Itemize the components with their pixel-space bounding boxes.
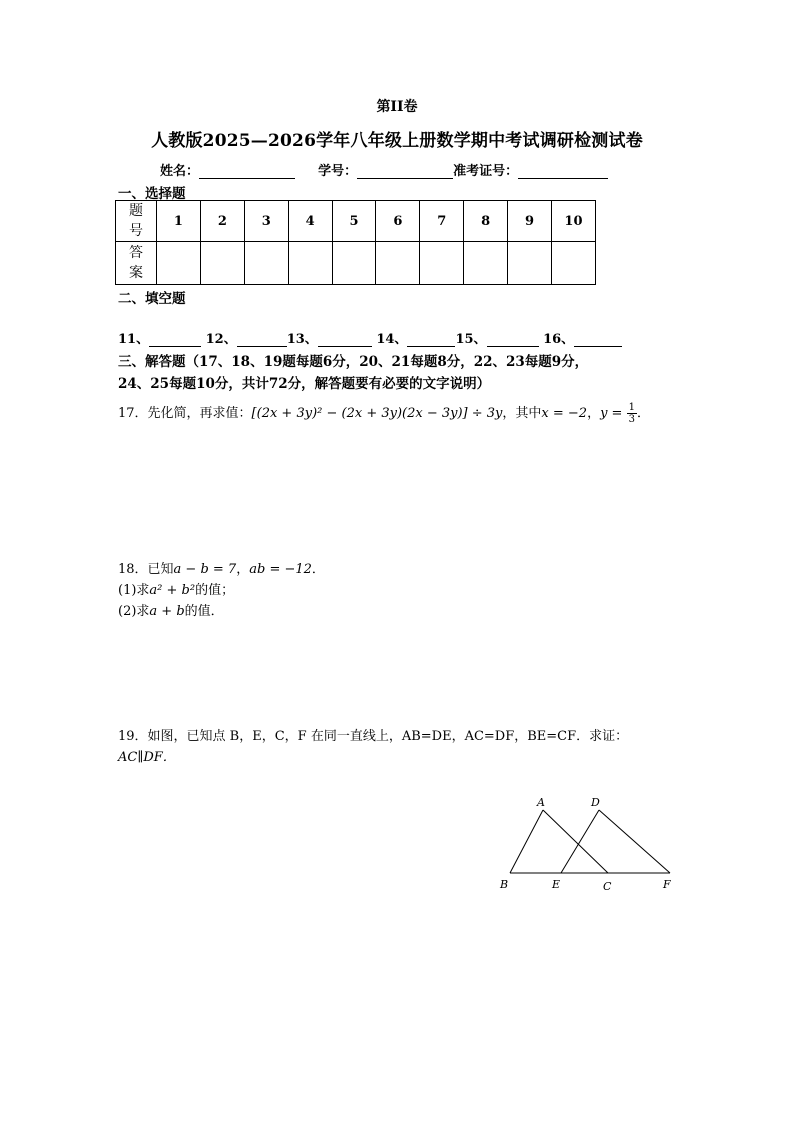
answer-cell[interactable] [464, 242, 508, 285]
answer-table [115, 200, 596, 285]
blank-label-14: 14、 [376, 332, 408, 347]
question-number-cell: 4 [288, 201, 332, 242]
exam-number-blank[interactable] [518, 164, 608, 179]
answer-cell[interactable] [332, 242, 376, 285]
blank-12[interactable] [237, 332, 287, 347]
q17-expression: [(2x + 3y)² − (2x + 3y)(2x − 3y)] ÷ 3y [251, 406, 503, 421]
question-number-cell: 10 [552, 201, 596, 242]
name-label: 姓名： [160, 164, 200, 179]
q17-y-fraction: $\frac{1}{3}$ [628, 402, 635, 425]
question-18-line1 [118, 558, 325, 577]
q18-part2-suffix: 的值． [184, 604, 224, 619]
question-17 [118, 402, 650, 425]
blank-14[interactable] [407, 332, 455, 347]
segment-ab [510, 810, 543, 873]
answer-cell[interactable] [508, 242, 552, 285]
fill-blank-line [118, 328, 622, 347]
question-number-cell: 5 [332, 201, 376, 242]
point-label-f: F [663, 878, 671, 891]
answer-cell[interactable] [552, 242, 596, 285]
q18-part1-prefix: (1)求 [118, 583, 150, 598]
question-number-cell: 3 [244, 201, 288, 242]
name-blank[interactable] [199, 164, 295, 179]
q18-part2-expression: a + b [149, 604, 185, 619]
question-number-cell: 7 [420, 201, 464, 242]
question-number-cell: 9 [508, 201, 552, 242]
blank-label-13: 13、 [286, 332, 318, 347]
q18-part1-suffix: 的值； [195, 583, 235, 598]
answer-cell[interactable] [244, 242, 288, 285]
q18-end: ． [311, 562, 325, 577]
exam-number-label: 准考证号： [453, 164, 519, 179]
point-label-a: A [537, 796, 545, 809]
blank-label-15: 15、 [455, 332, 487, 347]
answer-cell[interactable] [157, 242, 201, 285]
q18-separator: ， [236, 562, 250, 577]
question-number-header: 题 号 [116, 201, 157, 242]
student-info-line [160, 160, 608, 179]
segment-de [561, 810, 599, 873]
q17-where: ，其中 [502, 406, 542, 421]
q18-condition-1: a − b = 7 [173, 562, 237, 577]
student-id-blank[interactable] [357, 164, 453, 179]
blank-16[interactable] [574, 332, 622, 347]
answer-row [116, 242, 596, 285]
question-number-cell: 1 [157, 201, 201, 242]
question-19-line1: 19．如图，已知点 B，E，C，F 在同一直线上，AB=DE，AC=DF，BE=CF．求证： [118, 729, 629, 744]
point-label-c: C [603, 880, 612, 893]
segment-ac [543, 810, 608, 873]
volume-label: 第II卷 [376, 99, 418, 115]
question-number-cell: 2 [200, 201, 244, 242]
answer-cell[interactable] [376, 242, 420, 285]
triangle-figure [495, 792, 685, 897]
blank-11[interactable] [149, 332, 201, 347]
point-label-e: E [552, 878, 561, 891]
q17-y-lhs: y = [600, 406, 623, 421]
q17-prefix: 17．先化简，再求值： [118, 406, 252, 421]
question-number-row [116, 201, 596, 242]
blank-13[interactable] [318, 332, 372, 347]
student-id-label: 学号： [318, 164, 358, 179]
blank-label-11: 11、 [118, 332, 150, 347]
section1-heading: 一、选择题 [118, 186, 186, 202]
q18-part2-prefix: (2)求 [118, 604, 150, 619]
point-label-d: D [591, 796, 600, 809]
question-18-part2 [118, 600, 224, 619]
blank-15[interactable] [487, 332, 539, 347]
answer-header: 答 案 [116, 242, 157, 285]
point-label-b: B [500, 878, 509, 891]
answer-cell[interactable] [288, 242, 332, 285]
q17-separator: ， [587, 406, 601, 421]
q18-part1-expression: a² + b² [149, 583, 196, 598]
q17-end: ． [636, 406, 650, 421]
blank-label-12: 12、 [205, 332, 237, 347]
question-19-line2: AC∥DF． [118, 750, 176, 765]
question-18-part1 [118, 579, 234, 598]
section3-heading-line1: 三、解答题（17、18、19题每题6分，20、21每题8分，22、23每题9分， [118, 354, 589, 370]
blank-label-16: 16、 [543, 332, 575, 347]
segment-df [599, 810, 670, 873]
section2-heading: 二、填空题 [118, 291, 186, 307]
q18-prefix: 18．已知 [118, 562, 174, 577]
question-number-cell: 8 [464, 201, 508, 242]
q18-condition-2: ab = −12 [249, 562, 312, 577]
section3-heading-line2: 24、25每题10分，共计72分，解答题要有必要的文字说明） [118, 376, 491, 392]
question-number-cell: 6 [376, 201, 420, 242]
answer-cell[interactable] [420, 242, 464, 285]
q17-x-condition: x = −2 [541, 406, 588, 421]
answer-cell[interactable] [200, 242, 244, 285]
exam-title: 人教版2025—2026学年八年级上册数学期中考试调研检测试卷 [151, 131, 643, 151]
